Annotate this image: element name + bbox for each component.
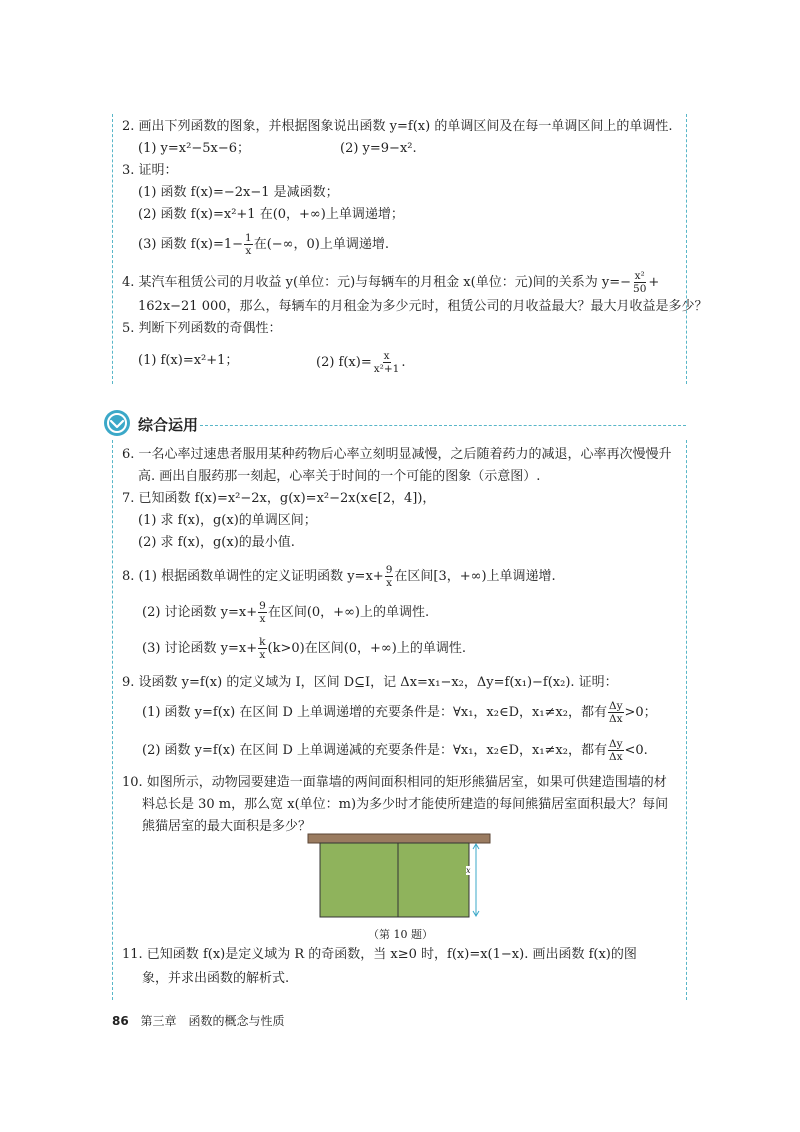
q5-sub2-fraction <box>373 350 401 375</box>
page-number: 86 <box>112 1014 129 1028</box>
q9-sub2-post: <0. <box>624 743 648 758</box>
q4-fraction <box>632 270 647 295</box>
q9-sub1 <box>142 700 657 725</box>
q3-text: 3. 证明： <box>122 163 178 178</box>
q5-text: 5. 判断下列函数的奇偶性： <box>122 321 282 336</box>
q5-sub2 <box>316 350 405 375</box>
q9-sub2-numerator: Δy <box>608 738 623 750</box>
q8-sub1 <box>122 564 556 589</box>
q8-sub2-denominator: x <box>259 613 266 625</box>
q8-sub2-post: 在区间(0，+∞)上的单调性. <box>267 605 430 620</box>
q10-line1: 10. 如图所示，动物园要建造一面靠墙的两间面积相同的矩形熊猫居室，如果可供建造围墙的材 <box>122 775 667 790</box>
q8-sub3-fraction <box>258 636 266 661</box>
q9-sub2 <box>142 738 648 763</box>
q3-sub3-fraction <box>244 232 253 257</box>
chapter-title: 第三章 函数的概念与性质 <box>140 1014 285 1028</box>
q4-denominator: 50 <box>633 283 647 295</box>
top-frame-right-dash <box>686 114 687 384</box>
width-label: x <box>466 866 471 875</box>
section-header-dash <box>200 425 686 426</box>
q4-line1 <box>122 270 659 295</box>
q9-sub1-numerator: Δy <box>608 700 623 712</box>
q9-sub1-post: >0； <box>624 705 657 720</box>
q3-sub2: (2) 函数 f(x)=x²+1 在(0，+∞)上单调递增； <box>138 207 404 222</box>
q4-line1-pre: 4. 某汽车租赁公司的月收益 y(单位：元)与每辆车的月租金 x(单位：元)间的关系为 y=− <box>122 275 632 290</box>
q3-sub3-denominator: x <box>245 245 252 257</box>
q8-sub3 <box>142 636 466 661</box>
enclosure-room-left <box>320 843 398 917</box>
q2-sub1: (1) y=x²−5x−6； <box>138 141 250 156</box>
q3-sub3-post: 在(−∞，0)上单调递增. <box>253 237 389 252</box>
q2-sub2: (2) y=9−x². <box>340 141 417 156</box>
q9-sub2-fraction <box>608 738 624 763</box>
q9-sub1-pre: (1) 函数 y=f(x) 在区间 D 上单调递增的充要条件是：∀x₁，x₂∈D，x₁≠x₂，都有 <box>142 705 607 720</box>
q8-sub1-numerator: 9 <box>385 564 393 576</box>
enclosure-wall <box>308 834 490 843</box>
q8-sub3-denominator: x <box>259 649 266 661</box>
q8-sub1-fraction <box>385 564 394 589</box>
q6-line1: 6. 一名心率过速患者服用某种药物后心率立刻明显减慢，之后随着药力的减退，心率再次慢慢升 <box>122 447 672 462</box>
panda-enclosure-figure <box>306 832 492 922</box>
q5-sub2-denominator: x²+1 <box>373 363 400 375</box>
figure-caption: （第 10 题） <box>368 928 433 941</box>
q9-text: 9. 设函数 y=f(x) 的定义域为 I，区间 D⊆I，记 Δx=x₁−x₂，Δy=f(x₁)−f(x₂). 证明： <box>122 675 618 690</box>
q8-sub3-post: (k>0)在区间(0，+∞)上的单调性. <box>267 641 466 656</box>
q10-line3: 熊猫居室的最大面积是多少？ <box>142 819 312 834</box>
q9-sub2-denominator: Δx <box>608 751 623 763</box>
q7-sub1: (1) 求 f(x)，g(x)的单调区间； <box>138 513 317 528</box>
q11-line1: 11. 已知函数 f(x)是定义域为 R 的奇函数，当 x≥0 时，f(x)=x(1−x). 画出函数 f(x)的图 <box>122 947 637 962</box>
q8-sub3-pre: (3) 讨论函数 y=x+ <box>142 641 258 656</box>
section-icon <box>102 408 132 438</box>
section-title: 综合运用 <box>138 416 199 434</box>
bottom-frame-left-dash <box>112 440 113 1000</box>
q9-sub2-pre: (2) 函数 y=f(x) 在区间 D 上单调递减的充要条件是：∀x₁，x₂∈D，x₁≠x₂，都有 <box>142 743 607 758</box>
q4-line1-post: + <box>648 275 660 290</box>
q5-sub2-post: . <box>401 355 406 370</box>
q7-sub2: (2) 求 f(x)，g(x)的最小值. <box>138 535 295 550</box>
q10-line2: 料总长是 30 m，那么宽 x(单位：m)为多少时才能使所建造的每间熊猫居室面积最大？每间 <box>142 797 669 812</box>
q4-numerator: x² <box>634 270 645 282</box>
q8-sub2-pre: (2) 讨论函数 y=x+ <box>142 605 258 620</box>
q8-sub1-denominator: x <box>386 577 392 589</box>
q6-line2: 高. 画出自服药那一刻起，心率关于时间的一个可能的图象（示意图）. <box>138 469 541 484</box>
enclosure-room-right <box>398 843 469 917</box>
q8-sub2 <box>142 600 429 625</box>
q3-sub3 <box>138 232 389 257</box>
q8-sub2-numerator: 9 <box>259 600 266 612</box>
q7-text: 7. 已知函数 f(x)=x²−2x，g(x)=x²−2x(x∈[2，4])， <box>122 491 436 506</box>
q5-sub2-numerator: x <box>383 350 390 362</box>
q2-text: 2. 画出下列函数的图象，并根据图象说出函数 y=f(x) 的单调区间及在每一单调区间上的单调性. <box>122 119 673 134</box>
q9-sub1-denominator: Δx <box>608 713 623 725</box>
q8-sub1-pre: 8. (1) 根据函数单调性的定义证明函数 y=x+ <box>122 569 384 584</box>
q8-sub3-numerator: k <box>259 636 266 648</box>
q8-sub1-post: 在区间[3，+∞)上单调递增. <box>394 569 556 584</box>
bottom-frame-right-dash <box>686 440 687 1000</box>
q11-line2: 象，并求出函数的解析式. <box>142 971 290 986</box>
q8-sub2-fraction <box>258 600 267 625</box>
top-frame-left-dash <box>112 114 113 384</box>
q5-sub1: (1) f(x)=x²+1； <box>138 353 239 368</box>
q3-sub3-pre: (3) 函数 f(x)=1− <box>138 237 244 252</box>
page-footer <box>112 1012 285 1029</box>
q3-sub3-numerator: 1 <box>245 232 252 244</box>
q9-sub1-fraction <box>608 700 624 725</box>
q3-sub1: (1) 函数 f(x)=−2x−1 是减函数； <box>138 185 339 200</box>
q5-sub2-pre: (2) f(x)= <box>316 355 372 370</box>
q4-line2: 162x−21 000，那么，每辆车的月租金为多少元时，租赁公司的月收益最大？最大月收益是多少？ <box>138 299 708 314</box>
